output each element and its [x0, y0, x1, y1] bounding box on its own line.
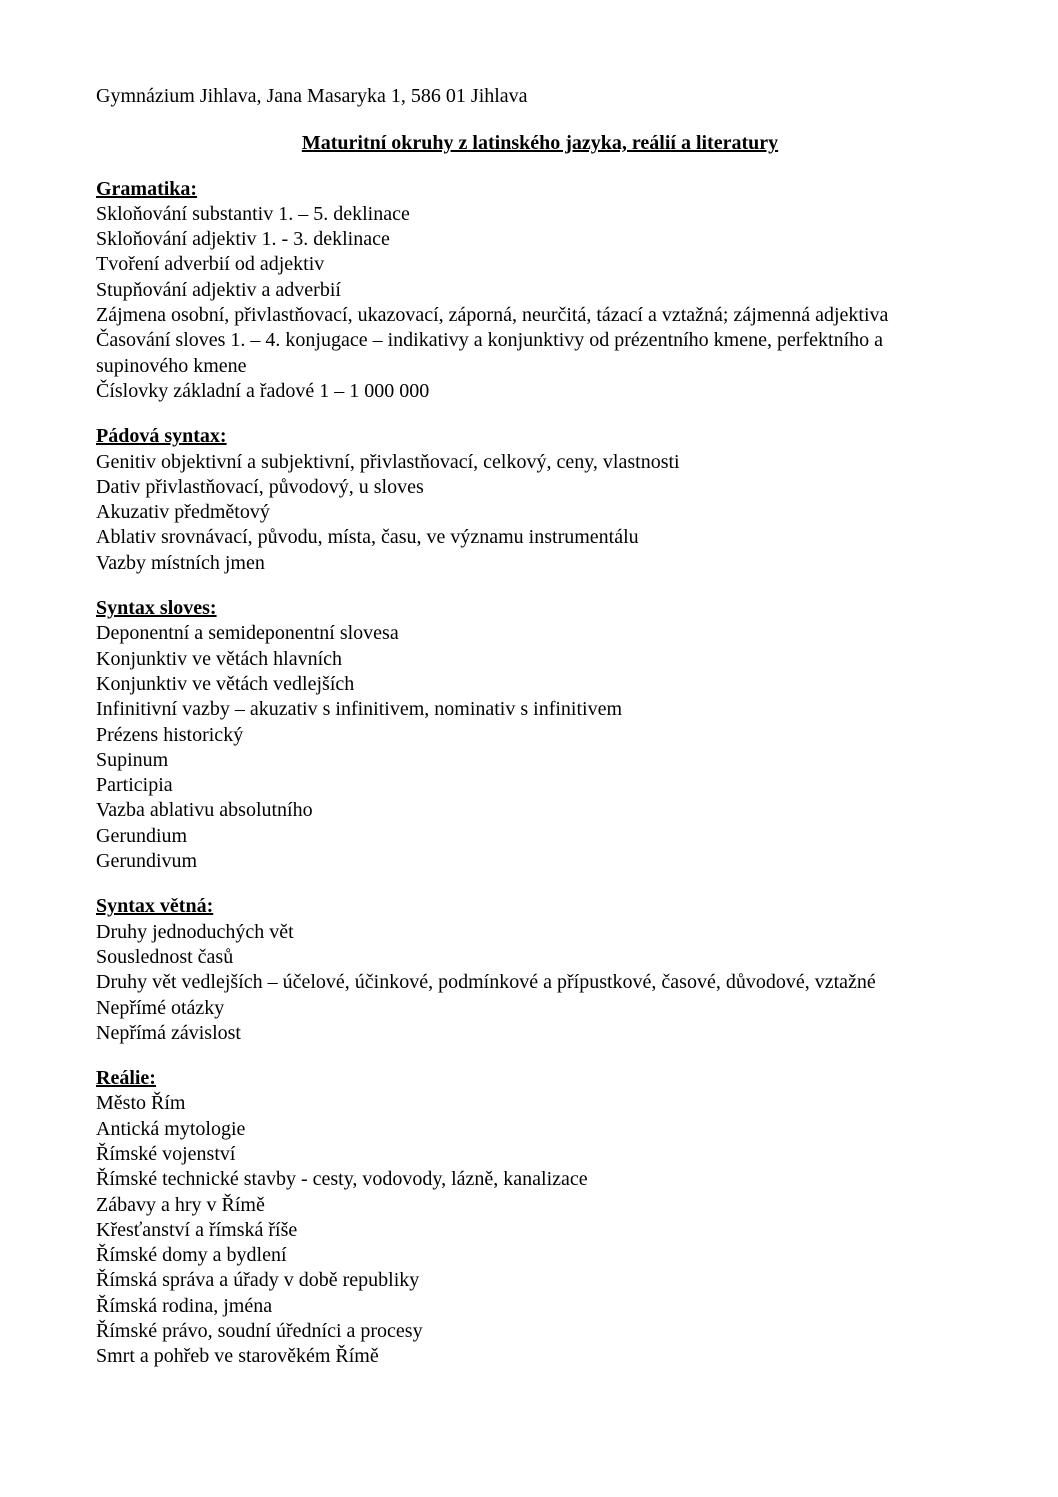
text-line: Římské domy a bydlení: [96, 1244, 287, 1267]
text-line: Deponentní a semideponentní slovesa: [96, 622, 399, 645]
text-line: Konjunktiv ve větách vedlejších: [96, 672, 355, 695]
text-line: Supinum: [96, 748, 169, 771]
text-line: Římské právo, soudní úředníci a procesy: [96, 1320, 423, 1343]
section-heading: Reálie:: [96, 1067, 156, 1090]
document-title: Maturitní okruhy z latinského jazyka, reálií a literatury: [301, 132, 779, 155]
section-heading: Pádová syntax:: [96, 425, 227, 448]
text-line: Skloňování substantiv 1. – 5. deklinace: [96, 202, 410, 225]
text-line: Prézens historický: [96, 723, 244, 746]
text-line: Římské vojenství: [96, 1142, 236, 1165]
text-line: Nepřímé otázky: [96, 996, 225, 1019]
text-line: Druhy vět vedlejších – účelové, účinkové, podmínkové a přípustkové, časové, důvodové, vztažné: [96, 971, 876, 994]
text-line: Zájmena osobní, přivlastňovací, ukazovací, záporná, neurčitá, tázací a vztažná; zájmenná adjektiva: [96, 304, 889, 327]
text-line: Stupňování adjektiv a adverbií: [96, 278, 341, 301]
text-line: Nepřímá závislost: [96, 1021, 241, 1044]
document-header: Gymnázium Jihlava, Jana Masaryka 1, 586 01 Jihlava: [96, 85, 528, 107]
text-line: Tvoření adverbií od adjektiv: [96, 253, 325, 276]
text-line: Vazba ablativu absolutního: [96, 799, 313, 822]
text-line: Genitiv objektivní a subjektivní, přivlastňovací, celkový, ceny, vlastnosti: [96, 450, 680, 473]
text-line: Konjunktiv ve větách hlavních: [96, 647, 343, 670]
text-line: Akuzativ předmětový: [96, 501, 270, 524]
section-heading: Gramatika:: [96, 177, 198, 200]
section: [96, 1066, 984, 1370]
text-line: Časování sloves 1. – 4. konjugace – indikativy a konjunktivy od prézentního kmene, perfektního a: [96, 329, 884, 352]
section: [96, 424, 984, 576]
section: [96, 177, 984, 405]
text-line: Souslednost časů: [96, 945, 234, 968]
document-sections: [96, 177, 984, 1370]
text-line: Vazby místních jmen: [96, 551, 265, 574]
text-line: Gerundivum: [96, 850, 198, 873]
section: [96, 894, 984, 1046]
text-line: Křesťanství a římská říše: [96, 1218, 298, 1241]
text-line: Smrt a pohřeb ve starověkém Římě: [96, 1345, 379, 1368]
text-line: Participia: [96, 774, 173, 797]
text-line: Číslovky základní a řadové 1 – 1 000 000: [96, 379, 430, 402]
text-line: Skloňování adjektiv 1. - 3. deklinace: [96, 228, 390, 251]
text-line: Antická mytologie: [96, 1117, 246, 1140]
text-line: Římská správa a úřady v době republiky: [96, 1269, 420, 1292]
text-line: Zábavy a hry v Římě: [96, 1193, 265, 1216]
text-line: Město Řím: [96, 1092, 186, 1115]
text-line: supinového kmene: [96, 354, 247, 377]
text-line: Druhy jednoduchých vět: [96, 920, 294, 943]
text-line: Římská rodina, jména: [96, 1294, 273, 1317]
section-heading: Syntax sloves:: [96, 597, 217, 620]
text-line: Dativ přivlastňovací, původový, u sloves: [96, 475, 424, 498]
section: [96, 596, 984, 874]
text-line: Ablativ srovnávací, původu, místa, času, ve významu instrumentálu: [96, 526, 639, 549]
text-line: Infinitivní vazby – akuzativ s infinitivem, nominativ s infinitivem: [96, 698, 623, 721]
text-line: Gerundium: [96, 824, 188, 847]
section-heading: Syntax větná:: [96, 895, 214, 918]
text-line: Římské technické stavby - cesty, vodovody, lázně, kanalizace: [96, 1168, 588, 1191]
